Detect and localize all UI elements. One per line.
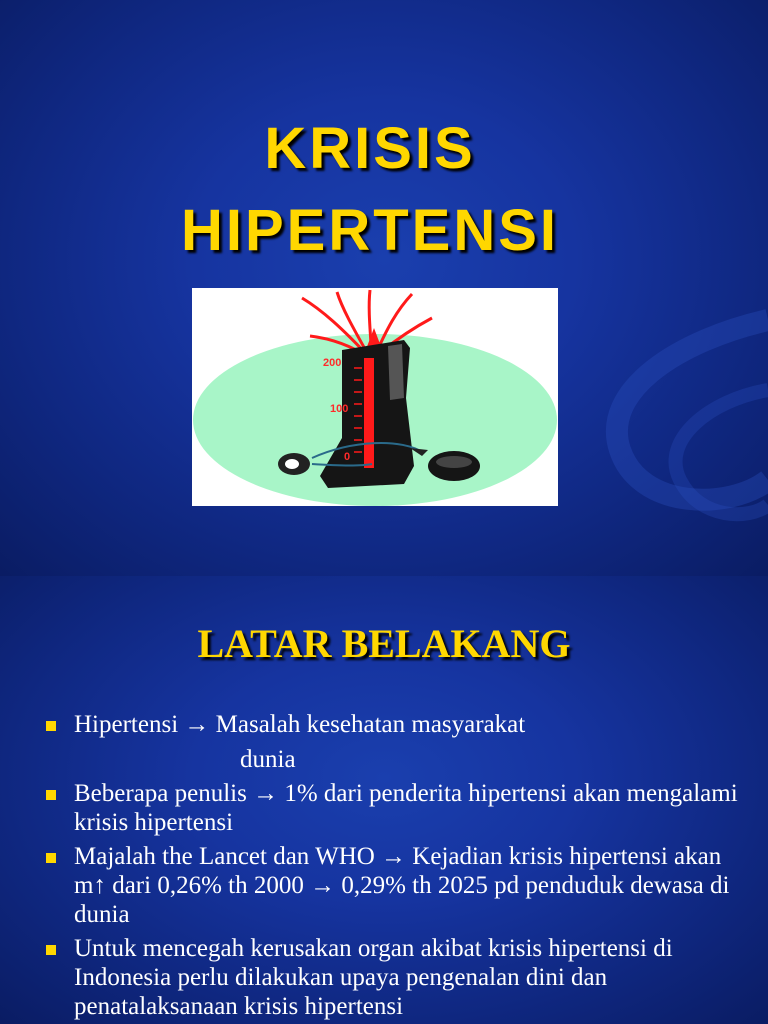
bullet-square-icon	[46, 790, 56, 800]
list-item	[46, 934, 746, 1021]
list-item	[46, 779, 746, 837]
bullet-text: Beberapa penulis → 1% dari penderita hipertensi akan mengalami krisis hipertensi	[74, 780, 738, 836]
title-line-2: HIPERTENSI	[180, 198, 560, 263]
bullet-text: Untuk mencegah kerusakan organ akibat krisis hipertensi di Indonesia perlu dilakukan upaya pengenalan dini dan penatalaksanaan krisis hipertensi	[74, 935, 673, 1020]
decorative-swirl	[560, 280, 768, 576]
gauge-label-low: 0	[344, 451, 351, 463]
bullet-square-icon	[46, 945, 56, 955]
title-line-1: KRISIS	[264, 116, 476, 181]
gauge-label-mid: 100	[330, 403, 349, 415]
slide-title: LATAR BELAKANG	[197, 621, 571, 666]
list-item	[46, 710, 746, 774]
bullet-list	[46, 710, 746, 1024]
list-item	[46, 842, 746, 929]
slide-background	[0, 576, 768, 1024]
bullet-continuation: dunia	[240, 746, 296, 773]
bullet-square-icon	[46, 853, 56, 863]
bullet-text: Majalah the Lancet dan WHO → Kejadian krisis hipertensi akan m↑ dari 0,26% th 2000 → 0,29% th 2025 pd penduduk dewasa di dunia	[74, 843, 730, 928]
blood-pressure-gauge-icon	[192, 288, 558, 506]
gauge-label-high: 200	[323, 357, 342, 369]
bullet-square-icon	[46, 721, 56, 731]
main-title	[0, 108, 740, 272]
bullet-text: Hipertensi → Masalah kesehatan masyarakat	[74, 711, 526, 738]
